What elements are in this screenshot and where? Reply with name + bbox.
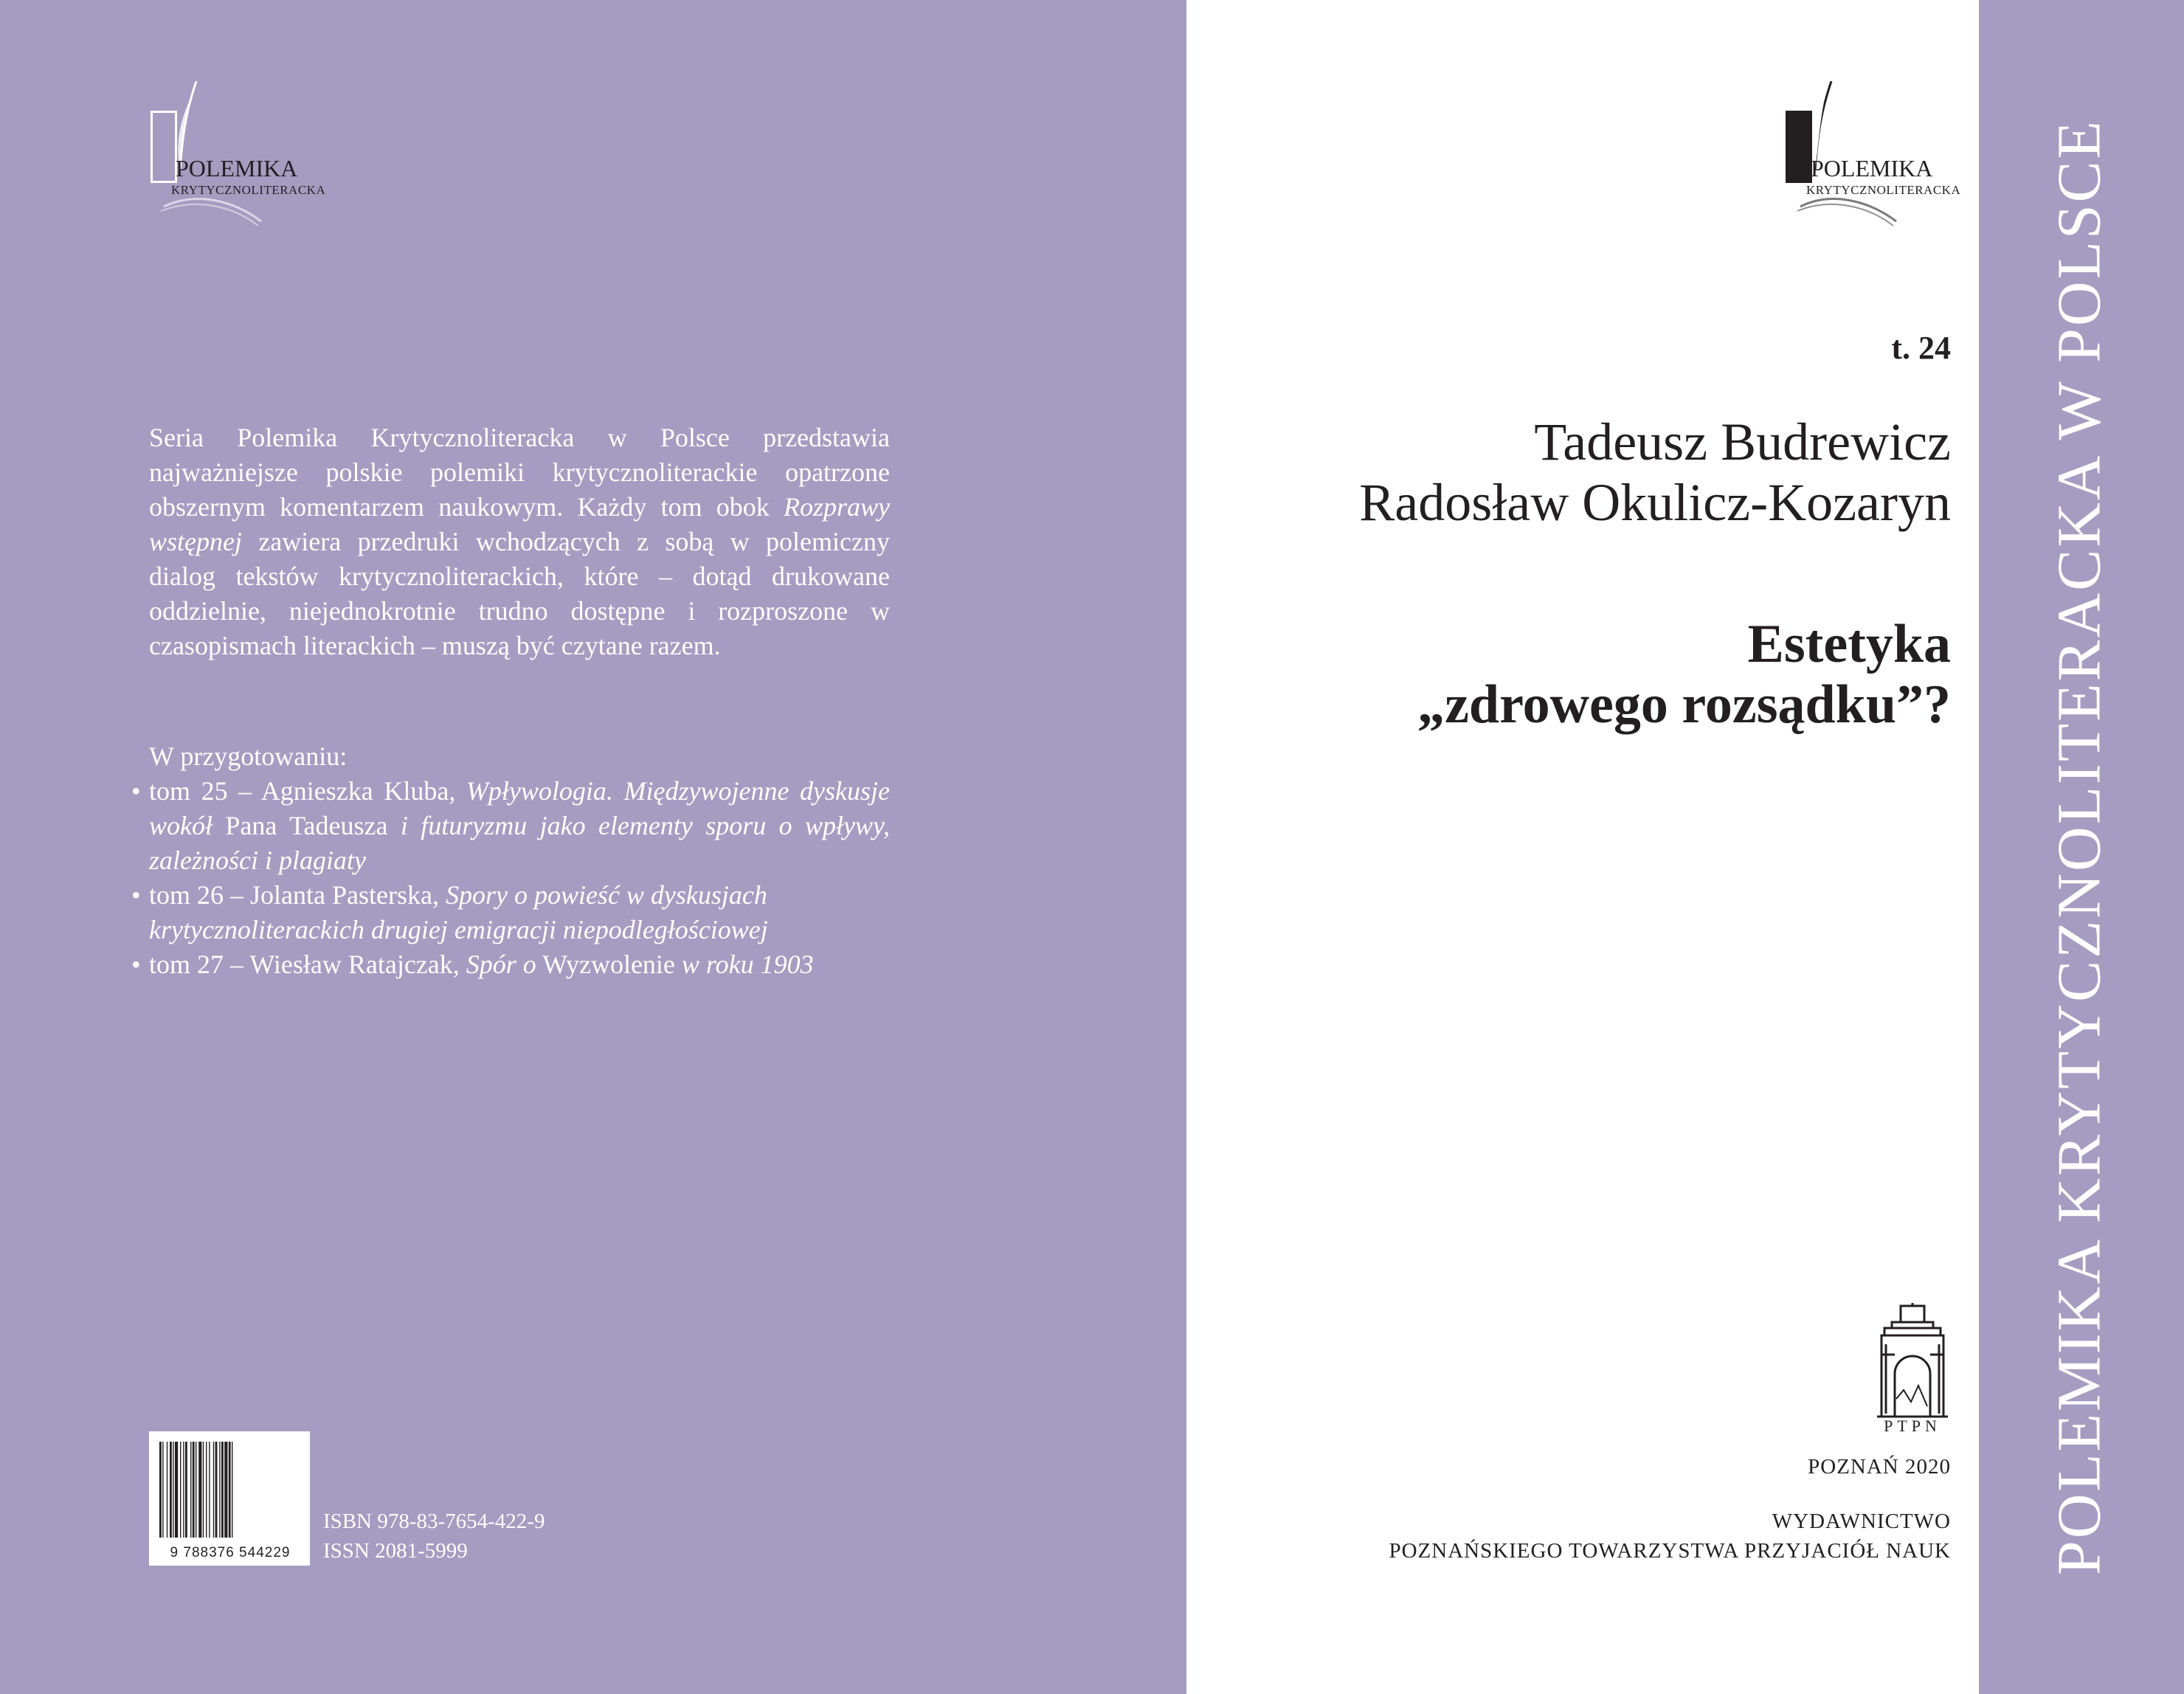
ptpn-label: PTPN	[1884, 1417, 1941, 1435]
isbn: ISBN 978-83-7654-422-9	[323, 1510, 545, 1533]
list-item-lead: tom 25 – Agnieszka Kluba,	[149, 776, 466, 806]
authors	[1359, 412, 1951, 533]
barcode-bar	[221, 1442, 224, 1538]
barcode-bar	[175, 1442, 178, 1538]
barcode-bar	[215, 1442, 218, 1538]
barcode-digits: 9 788376 544229	[170, 1545, 291, 1560]
logo-box	[151, 111, 177, 183]
logo-box	[1786, 111, 1812, 183]
barcode-bar	[170, 1442, 172, 1538]
list-item-lead: tom 27 – Wiesław Ratajczak,	[149, 950, 466, 979]
series-logo-back	[151, 81, 342, 229]
barcode-bar	[198, 1442, 201, 1538]
barcode-bar	[185, 1442, 187, 1538]
front-cover	[1186, 0, 1979, 1694]
barcode-bar	[203, 1442, 204, 1538]
list-item-italic: Spór o	[466, 950, 536, 979]
barcode-bar	[183, 1442, 184, 1538]
book-title	[1417, 614, 1951, 735]
list-item	[149, 878, 890, 947]
publisher-line: WYDAWNICTWO	[1772, 1510, 1951, 1533]
upcoming-heading: W przygotowaniu:	[149, 741, 348, 771]
barcode	[149, 1431, 310, 1566]
series-logo-front	[1786, 81, 1977, 229]
logo-name: POLEMIKA	[176, 155, 298, 182]
logo-subtitle: KRYTYCZNOLITERACKA	[1806, 183, 1961, 197]
author-name: Tadeusz Budrewicz	[1534, 412, 1951, 471]
blurb-text-1: Seria Polemika Krytycznoliteracka w Polsce przedstawia najważniejsze polskie polemiki krytycznoliterackie opatrzone obszernym komentarzem naukowym. Każdy tom obok	[149, 423, 890, 522]
list-item-italic: Spory o powieść w dyskusjach krytycznoliterackich drugiej emigracji niepodległościowej	[149, 880, 768, 944]
barcode-bar	[190, 1442, 191, 1538]
barcode-bar	[206, 1442, 207, 1538]
publisher	[1389, 1507, 1951, 1566]
logo-subtitle: KRYTYCZNOLITERACKA	[171, 183, 326, 197]
spine-title: POLEMIKA KRYTYCZNOLITERACKA W POLSCE	[2045, 118, 2114, 1576]
barcode-bar	[219, 1442, 220, 1538]
list-item	[149, 774, 890, 878]
logo-name: POLEMIKA	[1811, 155, 1933, 182]
list-item-lead: tom 26 – Jolanta Pasterska,	[149, 880, 446, 910]
barcode-bar	[209, 1442, 210, 1538]
barcode-bar	[213, 1442, 214, 1538]
list-item-italic: i futuryzmu jako elementy sporu o wpływy, zależności i plagiaty	[149, 811, 890, 875]
place-year: POZNAŃ 2020	[1808, 1455, 1951, 1479]
title-line: „zdrowego rozsądku”?	[1417, 674, 1951, 735]
upcoming-list	[149, 774, 890, 982]
barcode-bar	[193, 1442, 195, 1538]
barcode-bar	[159, 1442, 162, 1538]
barcode-bar	[180, 1442, 181, 1538]
barcode-bar	[162, 1442, 163, 1538]
blurb-text-2: zawiera przedruki wchodzących z sobą w polemiczny dialog tekstów krytycznoliterackich, które – dotąd drukowane oddzielnie, niejednokrotnie trudno dostępne i rozproszone w czasopismach literackich – muszą być czytane razem.	[149, 527, 890, 660]
blurb-italic: Rozprawy wstępnej	[149, 492, 890, 556]
barcode-bars	[159, 1442, 300, 1538]
identifiers	[323, 1507, 545, 1566]
list-item-roman: Wyzwolenie	[536, 950, 682, 979]
list-item-italic: w roku 1903	[681, 950, 814, 979]
issn: ISSN 2081-5999	[323, 1539, 468, 1563]
title-line: Estetyka	[1747, 614, 1951, 674]
list-item-roman: Pana Tadeusza	[212, 811, 401, 840]
barcode-bar	[224, 1442, 227, 1538]
list-item-italic: Wpływologia. Międzywojenne dyskusje wokół	[149, 776, 890, 840]
publisher-line: POZNAŃSKIEGO TOWARZYSTWA PRZYJACIÓŁ NAUK	[1389, 1539, 1951, 1563]
volume-number: t. 24	[1891, 330, 1951, 366]
author-name: Radosław Okulicz-Kozaryn	[1359, 473, 1951, 532]
list-item	[149, 947, 890, 982]
series-description	[149, 421, 890, 663]
barcode-bar	[229, 1442, 231, 1538]
